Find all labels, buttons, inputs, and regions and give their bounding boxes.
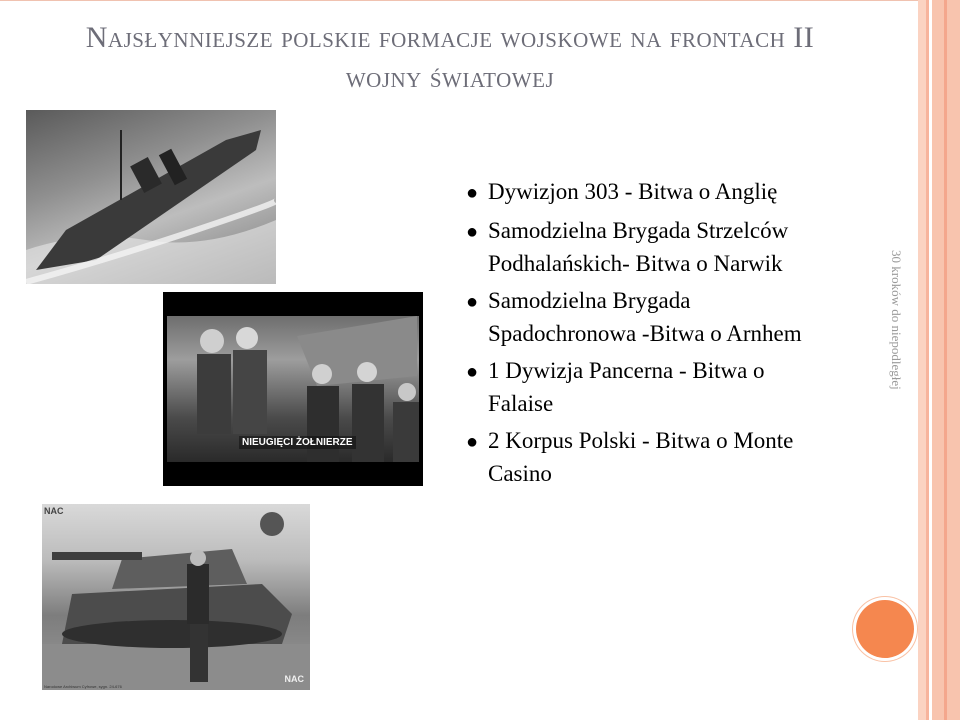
list-item	[466, 176, 826, 209]
list-item-text: Samodzielna Brygada Strzelców Podhalańskich- Bitwa o Narwik	[488, 218, 789, 276]
top-border	[0, 0, 918, 1]
soldiers-image	[167, 316, 419, 462]
list-item-text: 2 Korpus Polski - Bitwa o Monte Casino	[488, 428, 794, 486]
list-item	[466, 215, 826, 279]
right-stripe	[944, 0, 947, 720]
right-stripe	[918, 0, 926, 720]
bullet-icon: ●	[466, 291, 479, 313]
formations-list	[466, 176, 826, 495]
bullet-icon: ●	[466, 221, 479, 243]
soldiers-photo	[163, 292, 423, 486]
list-item-text: Samodzielna Brygada Spadochronowa -Bitwa o Arnhem	[488, 288, 802, 346]
photo-caption: NIEUGIĘCI ŻOŁNIERZE	[239, 436, 356, 449]
bullet-icon: ●	[466, 431, 479, 453]
tank-photo	[42, 504, 310, 690]
slide-title: Najsłynniejsze polskie formacje wojskowe na frontach II wojny światowej	[85, 21, 815, 94]
list-item-text: 1 Dywizja Pancerna - Bitwa o Falaise	[488, 358, 765, 416]
list-item	[466, 285, 826, 349]
tank-image	[42, 504, 310, 690]
nac-watermark: NAC	[44, 506, 64, 516]
warship-image	[26, 110, 276, 284]
bullet-icon: ●	[466, 182, 479, 204]
list-item	[466, 425, 826, 489]
photo-credit: Narodowe Archiwum Cyfrowe, sygn. 24-676	[44, 684, 122, 689]
list-item	[466, 355, 826, 419]
warship-photo	[26, 110, 276, 284]
side-caption: 30 kroków do niepodległej	[889, 250, 904, 390]
list-item-text: Dywizjon 303 - Bitwa o Anglię	[488, 179, 778, 204]
accent-circle	[856, 600, 914, 658]
nac-watermark: NAC	[284, 674, 304, 684]
bullet-icon: ●	[466, 361, 479, 383]
